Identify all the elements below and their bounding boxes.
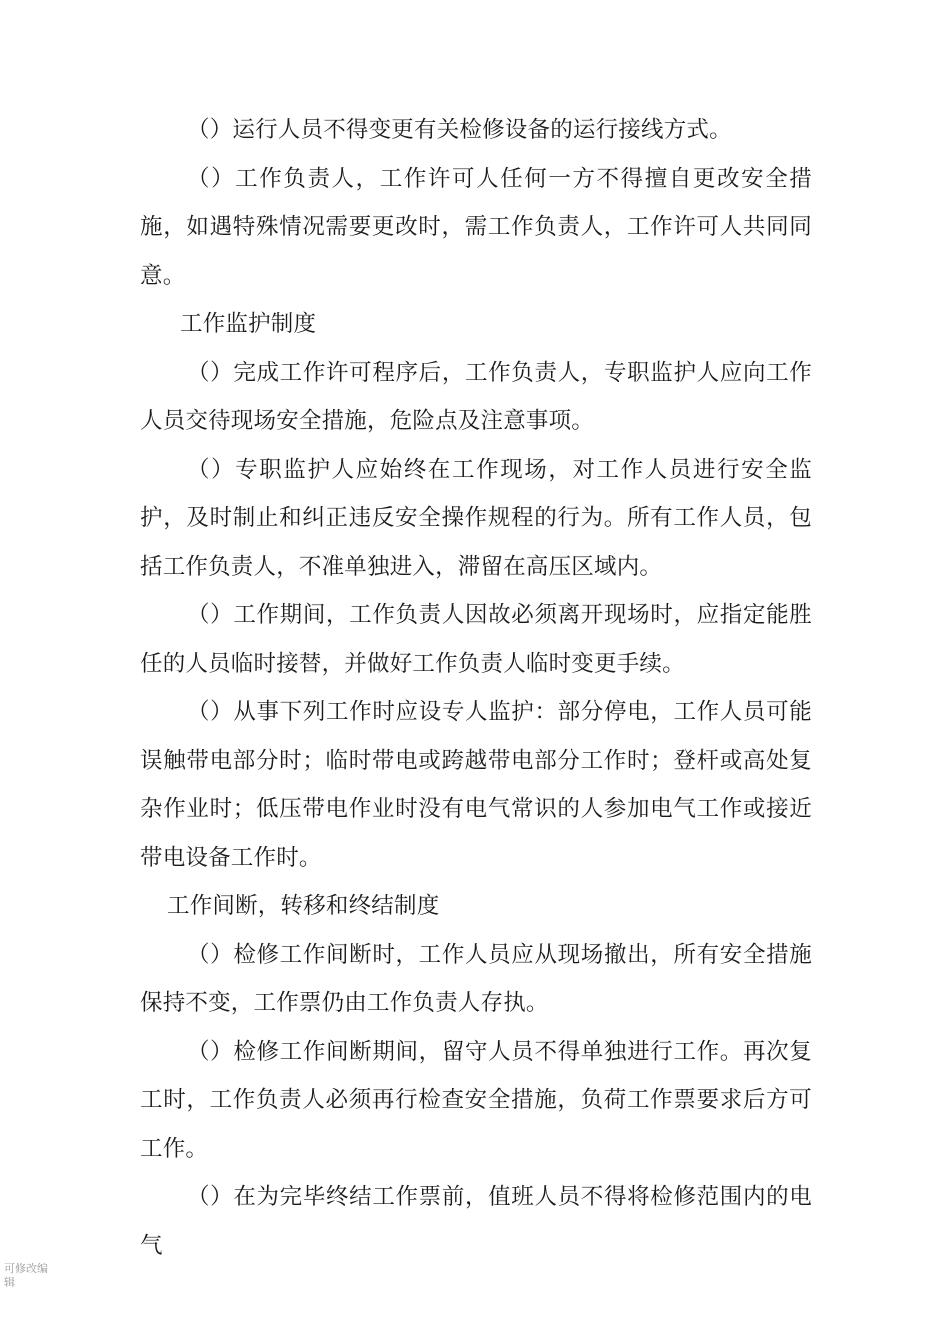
- paragraph-2: （）工作负责人，工作许可人任何一方不得擅自更改安全措施，如遇特殊情况需要更改时，需工作负责人，工作许可人共同同意。: [140, 165, 812, 289]
- paragraph-8: （）检修工作间断期间，留守人员不得单独进行工作。再次复工时，工作负责人必须再行检查安全措施，负荷工作票要求后方可工作。: [140, 1038, 812, 1162]
- section-heading-interruption: 工作间断，转移和终结制度: [167, 893, 440, 919]
- paragraph-3: （）完成工作许可程序后，工作负责人，专职监护人应向工作人员交待现场安全措施，危险点及注意事项。: [140, 359, 812, 434]
- paragraph-6: （）从事下列工作时应设专人监护：部分停电，工作人员可能误触带电部分时；临时带电或跨越带电部分工作时；登杆或高处复杂作业时；低压带电作业时没有电气常识的人参加电气工作或接近带电设备工作时。: [140, 699, 812, 871]
- paragraph-5: （）工作期间，工作负责人因故必须离开现场时，应指定能胜任的人员临时接替，并做好工作负责人临时变更手续。: [140, 602, 812, 677]
- watermark-text: 可修改编辑: [4, 1262, 48, 1289]
- paragraph-7: （）检修工作间断时，工作人员应从现场撤出，所有安全措施保持不变，工作票仍由工作负责人存执。: [140, 941, 812, 1016]
- paragraph-1: （）运行人员不得变更有关检修设备的运行接线方式。: [187, 117, 732, 143]
- paragraph-4: （）专职监护人应始终在工作现场，对工作人员进行安全监护，及时制止和纠正违反安全操作规程的行为。所有工作人员，包括工作负责人，不准单独进入，滞留在高压区域内。: [140, 456, 812, 580]
- document-body: [140, 106, 812, 1270]
- section-heading-supervision: 工作监护制度: [180, 311, 317, 337]
- paragraph-9: （）在为完毕终结工作票前，值班人员不得将检修范围内的电气: [140, 1184, 812, 1259]
